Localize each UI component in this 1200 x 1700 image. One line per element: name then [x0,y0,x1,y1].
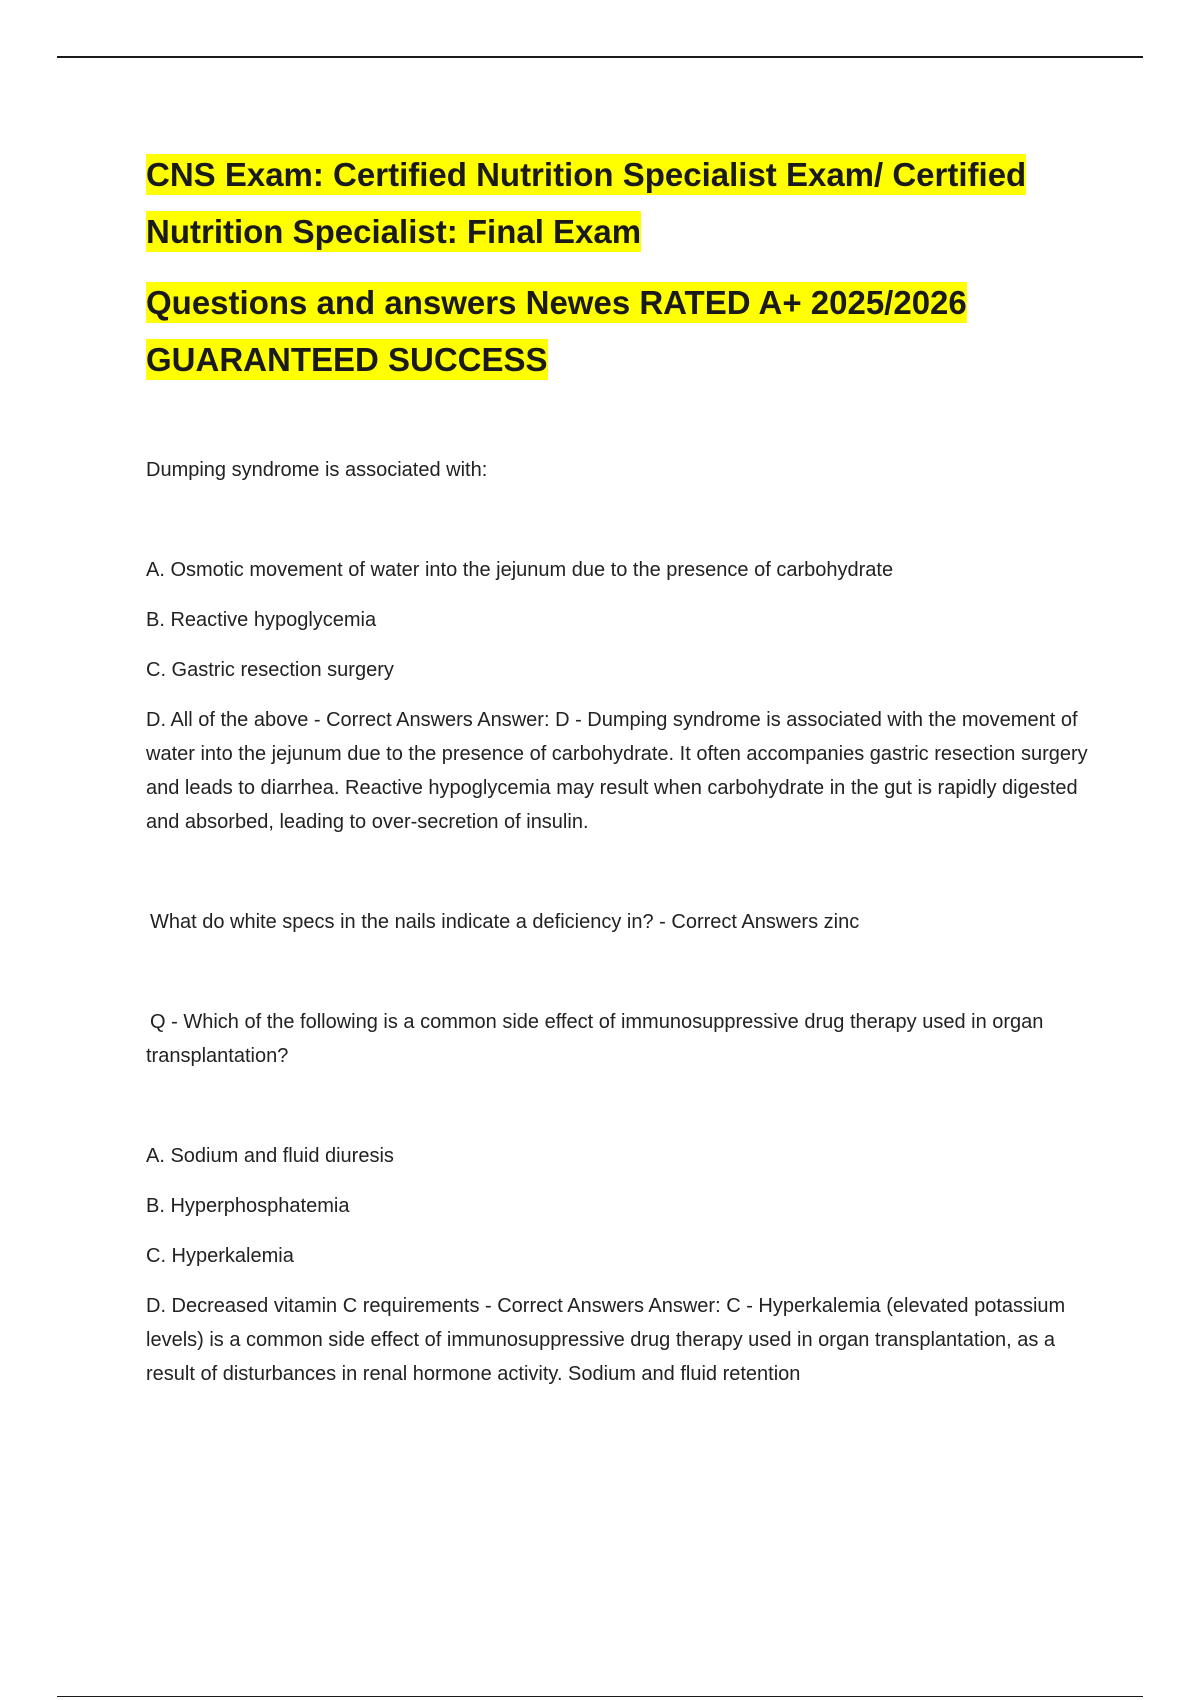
title-line-1: CNS Exam: Certified Nutrition Specialist Exam/ Certified [146,156,1027,193]
document-title-sub [146,274,1096,388]
question-3-option-a: A. Sodium and fluid diuresis [146,1145,394,1167]
document-title-main [146,146,1096,260]
question-1-option-b: B. Reactive hypoglycemia [146,609,377,631]
question-1-option-a: A. Osmotic movement of water into the jejunum due to the presence of carbohydrate [146,559,894,581]
question-3-option-d-answer: D. Decreased vitamin C requirements - Correct Answers Answer: C - Hyperkalemia (elevated potassium levels) is a common side effect of immunosuppressive drug therapy used in organ transplantation, as a result of disturbances in renal hormone activity. Sodium and fluid retention [146,1295,1066,1385]
title-line-2: Nutrition Specialist: Final Exam [146,213,642,250]
question-1-stem: Dumping syndrome is associated with: [146,459,488,481]
title-line-4: GUARANTEED SUCCESS [146,341,548,378]
question-3-stem [146,1005,1096,1073]
question-1-option-c: C. Gastric resection surgery [146,659,394,681]
document-body [146,146,1096,1391]
top-rule [57,56,1143,58]
question-3-stem-text: Q - Which of the following is a common side effect of immunosuppressive drug therapy used in organ transplantation? [146,1011,1044,1067]
title-line-3: Questions and answers Newes RATED A+ 2025/2026 [146,284,967,321]
bottom-rule [57,1696,1143,1697]
question-3-option-c: C. Hyperkalemia [146,1245,294,1267]
question-2-stem-answer: What do white specs in the nails indicate a deficiency in? - Correct Answers zinc [150,911,860,933]
question-1-option-d-answer: D. All of the above - Correct Answers Answer: D - Dumping syndrome is associated with the movement of water into the jejunum due to the presence of carbohydrate. It often accompanies gastric resection surgery and leads to diarrhea. Reactive hypoglycemia may result when carbohydrate in the gut is rapidly digested and absorbed, leading to over-secretion of insulin. [146,709,1088,833]
question-3-option-b: B. Hyperphosphatemia [146,1195,350,1217]
